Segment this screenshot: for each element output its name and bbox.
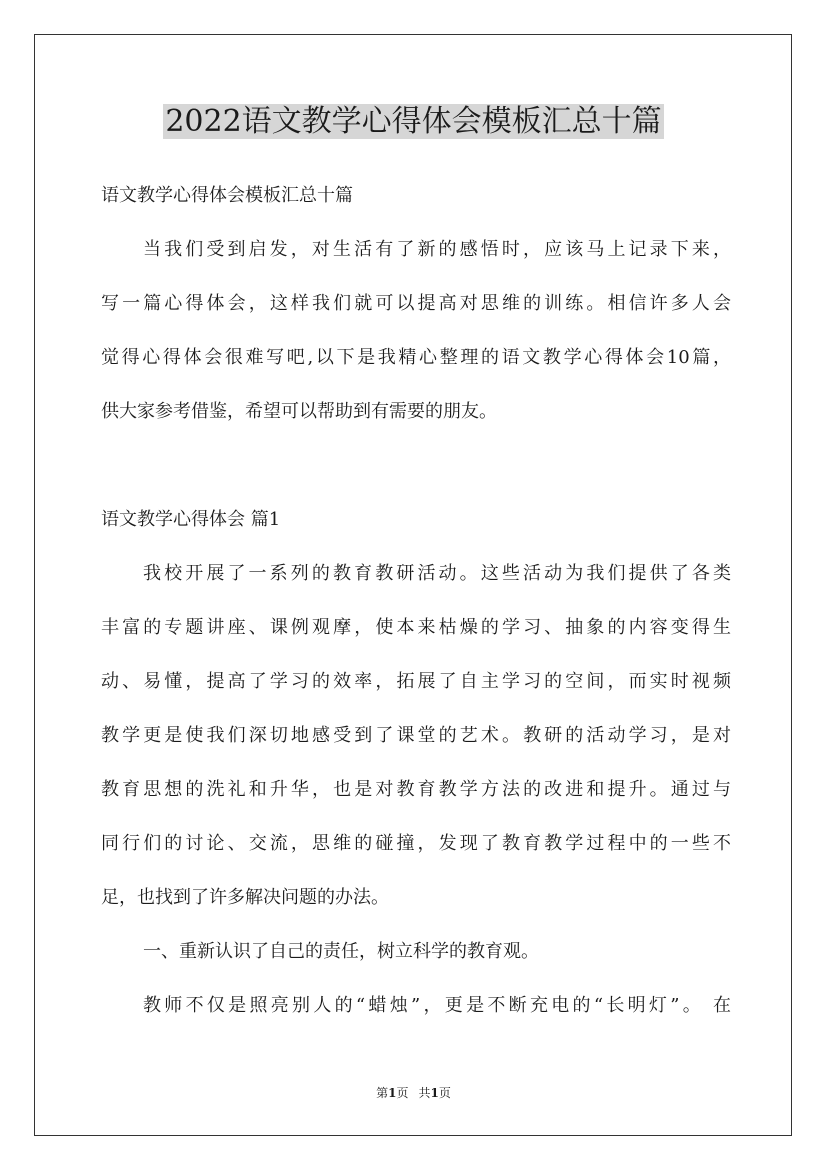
footer-total-suffix: 页: [438, 1086, 451, 1100]
document-title-text: 2022语文教学心得体会模板汇总十篇: [165, 104, 662, 139]
section-line-4: 教学更是使我们深切地感受到了课堂的艺术。教研的活动学习，是对: [101, 725, 731, 746]
footer-page-total: 1: [430, 1086, 439, 1100]
footer-page-prefix: 第: [376, 1086, 389, 1100]
section-line-5: 教育思想的洗礼和升华，也是对教育教学方法的改进和提升。通过与: [101, 779, 731, 800]
intro-line-2: 写一篇心得体会，这样我们就可以提高对思维的训练。相信许多人会: [101, 293, 731, 314]
section-line-3: 动、易懂，提高了学习的效率，拓展了自主学习的空间，而实时视频: [101, 671, 731, 692]
paragraph-last-line: 教师不仅是照亮别人的“蜡烛”，更是不断充电的“长明灯”。 在: [143, 995, 731, 1016]
section-line-7: 足，也找到了许多解决问题的办法。: [101, 887, 389, 908]
point-one-heading: 一、重新认识了自己的责任，树立科学的教育观。: [143, 941, 539, 962]
footer-page-suffix: 页: [396, 1086, 409, 1100]
intro-line-4: 供大家参考借鉴，希望可以帮助到有需要的朋友。: [101, 401, 497, 422]
footer-total-prefix: 共: [418, 1086, 431, 1100]
footer-page-current: 1: [388, 1086, 397, 1100]
document-subtitle: 语文教学心得体会模板汇总十篇: [101, 185, 353, 206]
section-heading: 语文教学心得体会 篇1: [101, 509, 281, 530]
intro-line-1: 当我们受到启发，对生活有了新的感悟时，应该马上记录下来，: [143, 239, 731, 260]
page-footer: [0, 1085, 827, 1101]
intro-line-3: 觉得心得体会很难写吧,以下是我精心整理的语文教学心得体会10篇，: [101, 347, 731, 368]
section-line-6: 同行们的讨论、交流，思维的碰撞，发现了教育教学过程中的一些不: [101, 833, 731, 854]
section-line-1: 我校开展了一系列的教育教研活动。这些活动为我们提供了各类: [143, 563, 731, 584]
document-title: [0, 101, 827, 143]
section-line-2: 丰富的专题讲座、课例观摩，使本来枯燥的学习、抽象的内容变得生: [101, 617, 731, 638]
